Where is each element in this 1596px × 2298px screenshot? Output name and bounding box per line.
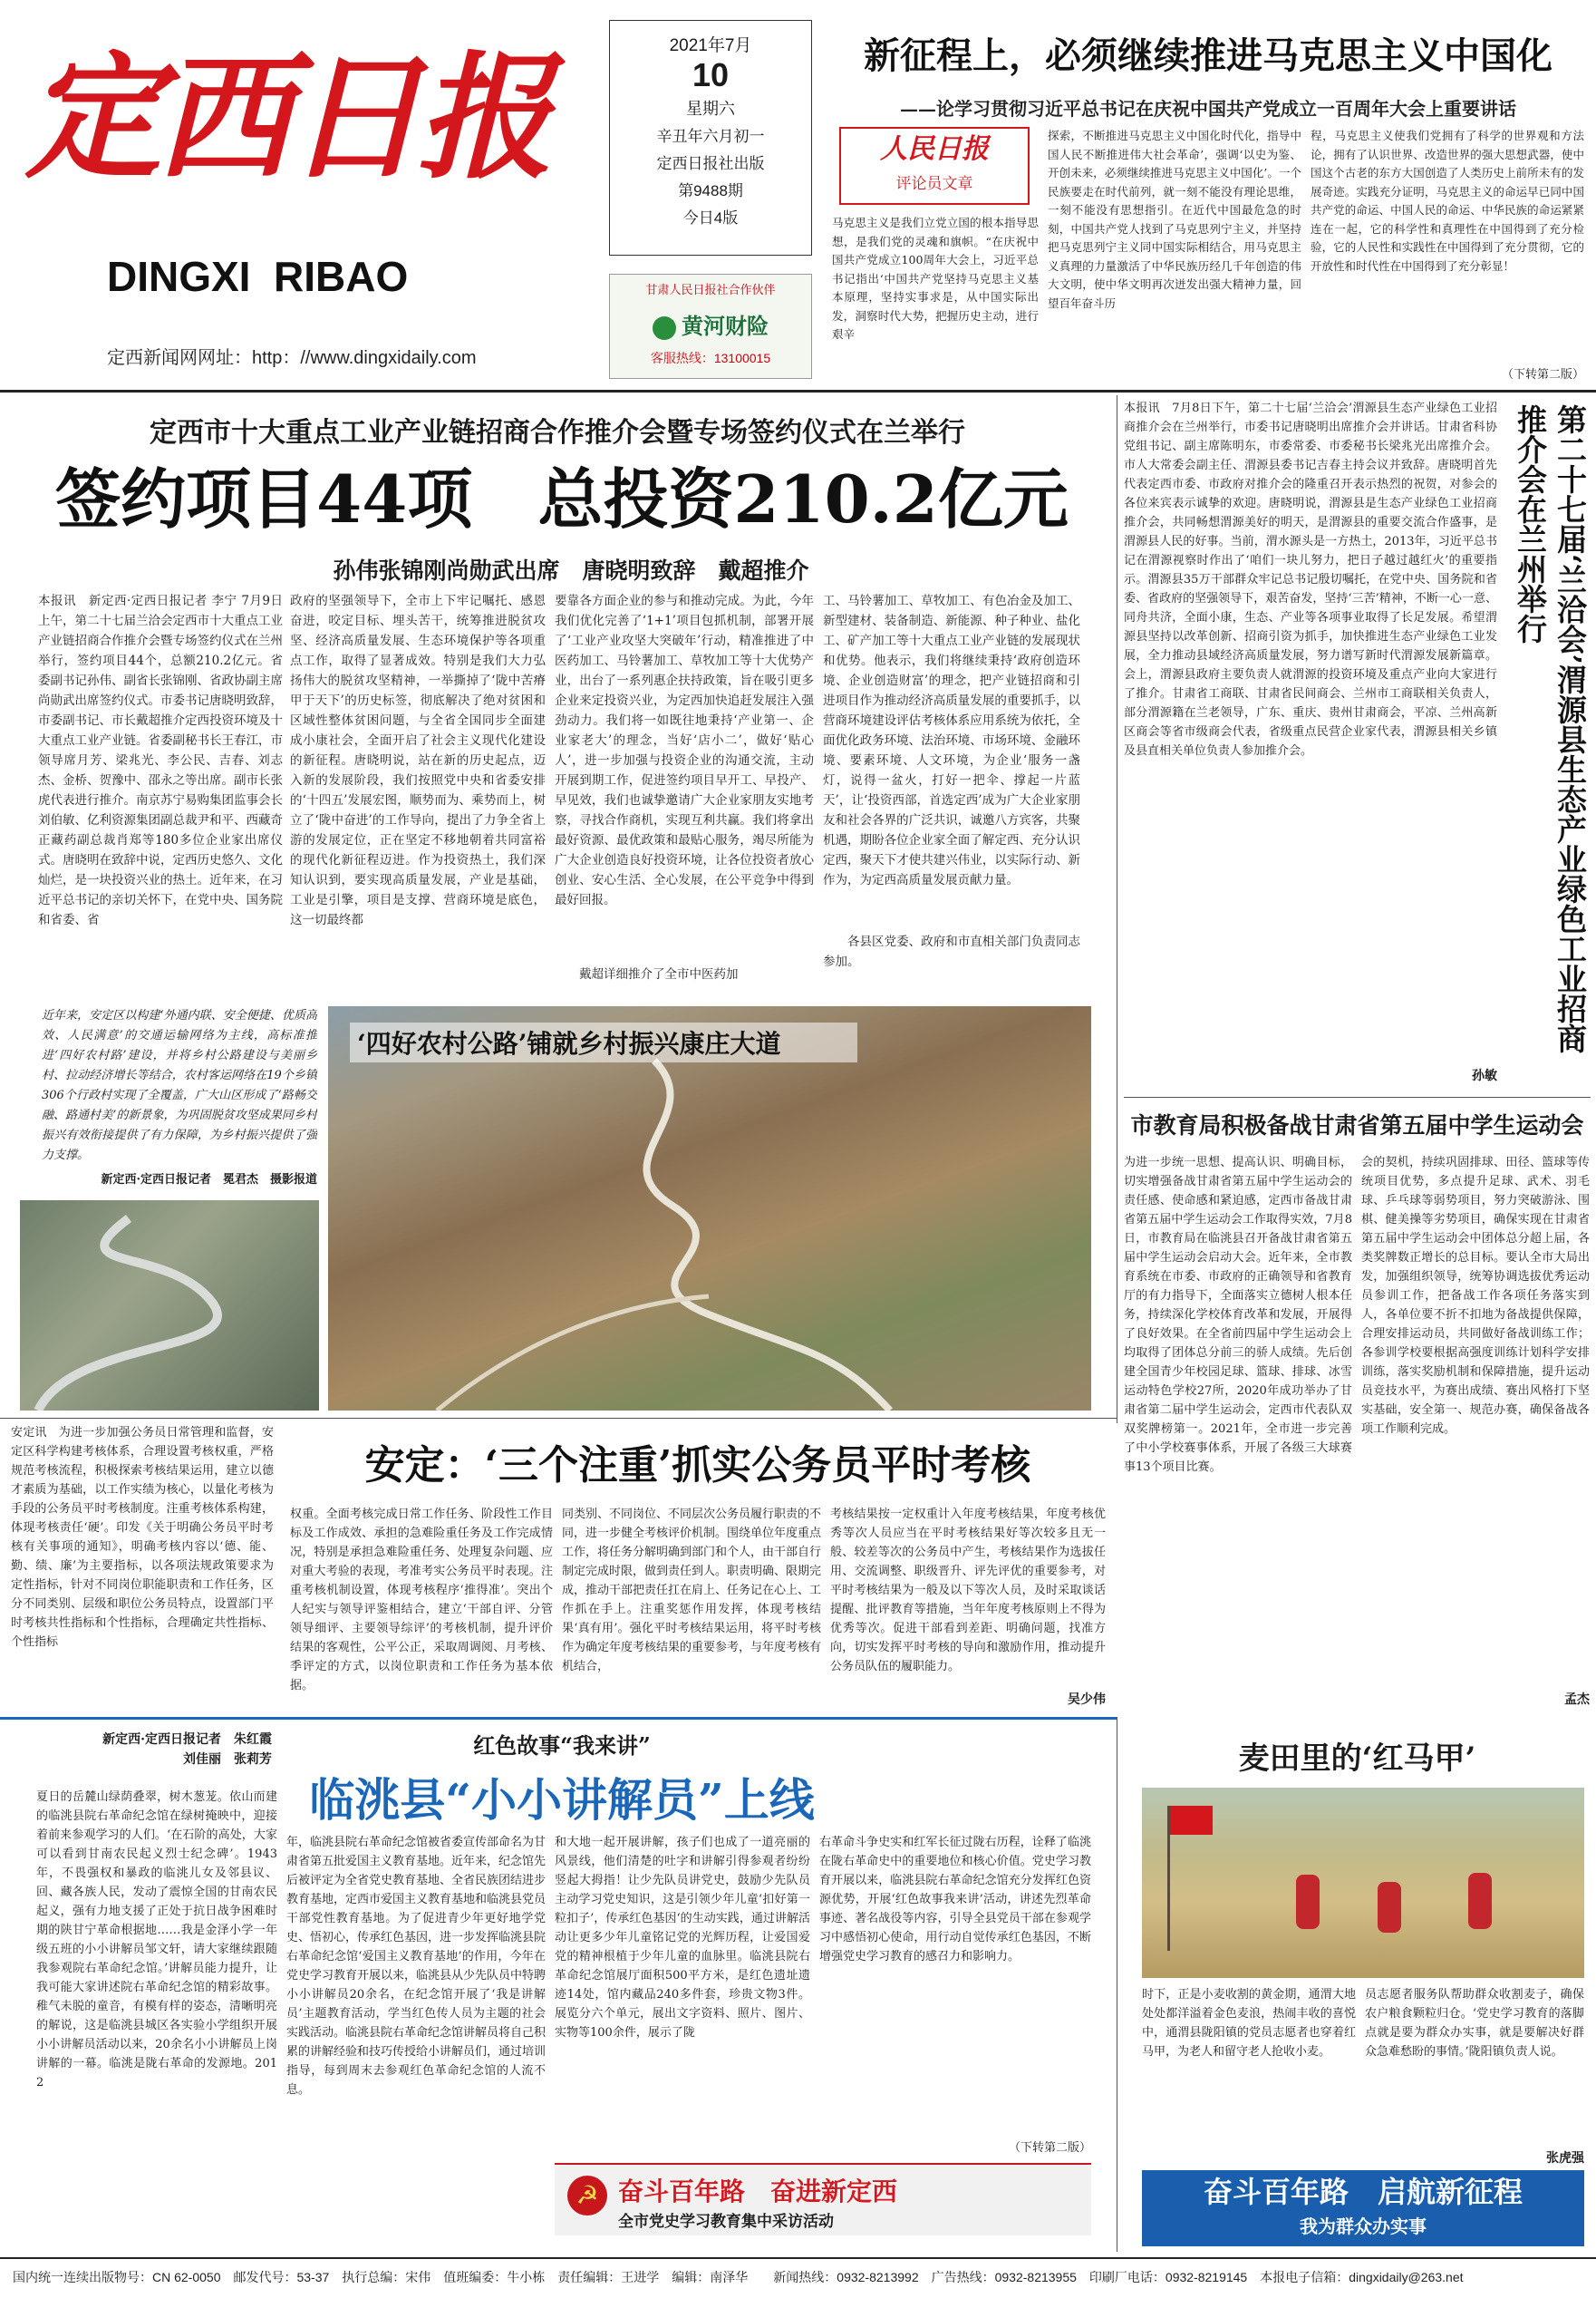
lintao-credit-1: 新定西·定西日报记者 朱红霞 — [102, 1732, 272, 1747]
lintao-banner-main: 奋斗百年路 奋进新定西 — [618, 2177, 898, 2206]
masthead-website[interactable]: 定西新闻网网址：http：//www.dingxidaily.com — [107, 348, 477, 368]
dateline-box — [609, 20, 812, 256]
sports-col-2: 会的契机，持续巩固排球、田径、篮球等传统项目优势，多点提升足球、武术、羽毛球、乒乓球等弱势项目，努力突破游泳、围棋、健美操等劣势项目，确保实现在甘肃省第五届中学生运动会中团体总分超上届，各类奖牌数正增长的总目标。要认全市大局出发，加强组织领导，统筹协调选拔优秀运动员参训工作，把备战工作各项任务落实到人，各单位要不折不扣地为备战提供保障，合理安排运动员，共同做好备战训练工作；各参训学校要根据高强度训练计划科学安排训练，落实奖励机制和保障措施，提升运动员竞技水平，为赛出成绩、赛出风格打下坚实基础，安全第一、规范办赛，确保备战各项工作顺利完成。 — [1361, 1156, 1590, 1436]
lintao-jump: （下转第二版） — [1008, 2141, 1091, 2155]
anding-author: 吴少伟 — [1068, 1692, 1106, 1707]
lintao-col-1: 夏日的岳麓山绿荫叠翠，树木葱茏。依山而建的临洮县院右革命纪念馆在绿树掩映中，迎接着前来参观学习的人们。‘在石阶的高处，大家可以看到甘南农民起义烈士纪念碑’。1943年，不畏强权和暴政的临洮儿女及邻县议、回、藏各族人民，发动了震惊全国的甘南农民起义，强有力地支援了正处于抗日战争困难时期的陕甘宁革命根据地……我是金泽小学一年级五班的小小讲解员邹文轩，请大家继续跟随我参观院右革命纪念馆。’讲解员能力提升，让我可能大家讲述院右革命纪念馆的精彩故事。稚气未脱的童音，有模有样的姿态，清晰明亮的解说，这是临洮县城区各实验小学组织开展小小讲解员活动以来，20余名小小讲解员上岗讲解的一幕。临洮是陇右革命的发源地。2012 — [36, 1790, 277, 2090]
anding-headline: 安定：‘三个注重’抓实公务员平时考核 — [364, 1442, 1031, 1488]
worker-figure — [1378, 1882, 1401, 1933]
lintao-kicker: 红色故事“我来讲” — [473, 1732, 651, 1759]
ad-top-text: 甘肃人民日报社合作伙伴 — [645, 283, 776, 296]
wheat-banner — [1142, 2170, 1584, 2246]
lead-col-1: 本报讯 新定西·定西日报记者 李宁 7月9日上午，第二十七届兰洽会定西市十大重点工业产业链招商合作推介会暨专场签约仪式在兰州举行，签约项目44个，总额210.2亿元。省委副书记孙伟、副省长张锦刚、省政协副主席尚勋武出席签约仪式。市委书记唐晓明致辞，市委副书记、市长戴超推介定西投资环境及十大重点工业产业链。省委副秘书长王春江，市领导席月芳、梁兆光、李公民、吉春、刘志杰、金桥、贺豫中、邵永之等出席。副市长张虎代表进行推介。南京苏宁易购集团监事会长刘伯敏、亿利资源集团副总裁尹和平、西藏奇正藏药副总裁肖郑等180多位企业家出席仪式。唐晓明在致辞中说，定西历史悠久、文化灿烂，是一块投资兴业的热土。近年来，在习近平总书记的亲切关怀下，在党中央、国务院和省委、省 — [38, 594, 283, 927]
masthead-pinyin: DINGXI RIBAO — [107, 253, 409, 300]
anding-col-2: 权重。全面考核完成日常工作任务、阶段性工作目标及工作成效、承担的急难险重任务及工作完成情况，特别是承担急难险重任务、处理复杂问题、应对重大考验的表现，考准考实公务员平时表现。注重考核机制设置，体现考核程序‘推得准’。突出个人纪实与领导评鉴相结合，建立‘干部自评、分管领导细评、主要领导综评’的考核机制，提升评价结果的客观性，公平公正，采取周调阅、月考核、季评定的方式，以岗位职责和工作任务为基本依据。 — [290, 1508, 553, 1692]
date-publisher: 定西日报社出版 — [656, 155, 765, 172]
sports-col-1: 为进一步统一思想、提高认识、明确目标，切实增强备战甘肃省第五届中学生运动会的责任感、使命感和紧迫感，定西市备战甘肃省第五届中学生运动会工作取得实效，7月8日，市教育局在临洮县召开备战甘肃省第五届中学生运动会启动大会。近年来，全市教育系统在市委、市政府的正确领导和省教育厅的有力指导下，全面落实立德树人根本任务，持续深化学校体育改革和发展，开展得了良好效果。在全省前四届中学生运动会上均取得了团体总分前三的骄人成绩。先后创建全国青少年校园足球、篮球、排球、冰雪运动特色学校27所，2020年成功举办了甘肃省第二届中学生运动会，定西市代表队双双奖牌榜第一。2021年，全市进一步完善了中小学校赛事体系，开展了各级三大球赛事13个项目比赛。 — [1124, 1156, 1352, 1474]
aerial-road-photo — [328, 1006, 1091, 1411]
anding-rule — [0, 1418, 1117, 1419]
lintao-credit-2: 刘佳丽 张莉芳 — [183, 1752, 272, 1767]
sports-author: 孟杰 — [1564, 1692, 1590, 1707]
anding-story — [0, 1423, 1115, 1713]
commentary-col-b: 探索，不断推进马克思主义中国化时代化，指导中国人民不断推进伟大社会革命’，强调‘以史为鉴、开创未来，必须继续推进马克思主义中国化’。一个民族要走在时代前列，就一刻不能没有理论思维，一刻不能没有思想指引。在近代中国最危急的时刻，中国共产党人找到了马克思列宁主义，并坚持把马克思列宁主义同中国实际相结合，用马克思主义真理的力量激活了中华民族历经几千年创造的伟大文明，使中华文明再次迸发出强大精神力量，回望百年奋斗历 — [1048, 129, 1301, 310]
commentary-badge-name: 人民日报 — [880, 133, 989, 165]
lead-col-4-text: 工、马铃薯加工、草牧加工、有色冶金及加工、新型建材、装备制造、新能源、种子种业、盐化工、矿产加工等十大重点工业产业链的发展现状和优势。他表示，我们将继续秉持‘政府创造环境、企业创造财富’的理念，把产业链招商和引进项目作为推动经济高质量发展的重要抓手，以营商环境建设评估考核体系应用系统为依托，全面优化政务环境、法治环境、市场环境、金融环境、要素环境、人文环境，为企业‘服务一盏灯，说得一盆火，打好一把伞、撑起一片蓝天’，让‘投资西部，首选定西’成为广大企业家朋友和社会各界的广泛共识，诚邀八方宾客，共聚机遇，期盼各位企业家全面了解定西、充分认识定西，聚天下才使共建兴伟业，以实际行动、新作为，为定西高质量发展贡献力量。 — [823, 594, 1080, 887]
lead-col-3-text: 要靠各方面企业的参与和推动完成。为此，今年我们优化完善了‘1+1’项目包抓机制，部署开展了‘工业产业攻坚大突破年’行动，精准推进了中医药加工、马铃薯加工、草牧加工等十大优势产业，出台了一系列惠企扶持政策，旨在吸引更多企业来定投资兴业，为定西加快追赶发展注入强劲动力。我们将一如既往地秉持‘产业第一、企业家老大’的理念，当好‘店小二’，做好‘贴心人’，进一步加强与投资企业的沟通交流，主动开展到期工作，促进签约项目早开工、早投产、早见效，我们也诚挚邀请广大企业家朋友实地考察，寻找合作商机，实现互利共赢。我们将拿出最好资源、最优政策和最贴心服务，竭尽所能为广大企业创造良好投资环境，让各位投资者放心创业、安心生活、全心发展，在公平竞争中得到最好回报。 — [555, 594, 814, 907]
ad-brand-name: 黄河财险 — [682, 315, 769, 339]
worker-figure — [1296, 1875, 1320, 1929]
lanzhou-vertical-title: 第二十七届‘兰洽会’渭源县生态产业绿色工业招商推介会在兰州举行 — [1513, 404, 1588, 1053]
lead-col-4-tail: 各县区党委、政府和市直相关部门负责同志参加。 — [823, 935, 1080, 969]
wheat-col-2: 员志愿者服务队帮助群众收割麦子，确保农户粮食颗粒归仓。‘党史学习教育的落脚点就是要为群众办实事，就是要解决好群众急难愁盼的事情。’陇阳镇负责人说。 — [1365, 1988, 1584, 2059]
sports-rule — [1124, 1097, 1591, 1098]
lintao-col-4: 右革命斗争史实和红军长征过陇右历程，诠释了临洮在陇右革命史中的重要地位和核心价值。党史学习教育开展以来，临洮县院右革命纪念馆充分发挥红色资源优势，开展‘红色故事我来讲’活动，讲述先烈革命事迹、著名战役等内容，引导全县党员干部在参观学习中感悟初心使命，用行动自觉传承红色基因，不断增强党史学习教育的感召力和影响力。 — [819, 1836, 1091, 1963]
wheat-banner-sub: 我为群众办实事 — [1300, 2216, 1427, 2237]
lintao-banner-sub: 全市党史学习教育集中采访活动 — [618, 2213, 834, 2231]
flag-pole — [1167, 1806, 1170, 1951]
anding-col-3: 同类别、不同岗位、不同层次公务员履行职责的不同，进一步健全考核评价机制。围绕单位年度重点工作，将任务分解明确到部门和个人，由干部自行制定完成时限，做到责任到人。职责明确、限期完成，推动干部把责任扛在肩上、任务记在心上、工作抓在手上。注重奖惩作用发挥，体现考核结果‘真有用’。强化平时考核结果运用，将平时考核作为确定年度考核结果的重要参考，与年度考核有机结合， — [562, 1508, 821, 1673]
wheat-story — [1124, 1722, 1591, 2250]
lead-col-3 — [555, 591, 814, 990]
lintao-col-2: 年，临洮县院右革命纪念馆被省委宣传部命名为甘肃省第五批爱国主义教育基地。近年来，纪念馆先后被评定为全省党史教育基地、全省民族团结进步教育基地，定西市爱国主义教育基地和临洮县党员干部党性教育基地。为了促进青少年更好地学党史、悟初心，传承红色基因，进一步发挥临洮县院右革命纪念馆‘爱国主义教育基地’的作用，今年在党史学习教育开展以来，临洮县从少先队员中特聘小小讲解员20余名，在纪念馆开展了‘我是讲解员’主题教育活动，学当红色传人员为主题的社会实践活动。临洮县院右革命纪念馆讲解员将自己积累的讲解经验和技巧传授给小讲解员们，通过培训指导，每到周末去参观红色革命纪念馆的人流不息。 — [286, 1836, 546, 2097]
photo-story — [20, 1006, 1091, 1411]
wheat-headline: 麦田里的‘红马甲’ — [1238, 1740, 1476, 1777]
lead-col-3-tail: 戴超详细推介了全市中医药加 — [579, 967, 739, 982]
commentary-col-a: 马克思主义是我们立党立国的根本指导思想，是我们党的灵魂和旗帜。“在庆祝中国共产党成立100周年大会上，习近平总书记指出‘中国共产党坚持马克思主义基本原理，坚持实事求是，从中国实际出发，洞察时代大势，把握历史主动，进行艰辛 — [832, 216, 1039, 341]
anding-col-1: 安定讯 为进一步加强公务员日常管理和监督，安定区科学构建考核体系，合理设置考核权重，严格规范考核流程，积极探索考核结果运用，建立以德才素质为基础，以工作实绩为核心，以量化考核为手段的公务员平时考核制度。注重考核体系构建，体现考核责任‘硬’。印发《关于明确公务员平时考核有关事项的通知》，明确考核内容以‘德、能、勤、绩、廉’为主要指标，以各项法规政策要求为定性指标，针对不同岗位职能职责和工作任务，区分不同类别、层级和职位公务员特点，设置部门平时考核共性指标和个性指标，合理确定共性指标、个性指标 — [11, 1426, 274, 1649]
sports-story — [1124, 1108, 1591, 1711]
lead-subhead: 孙伟张锦刚尚勋武出席 唐晓明致辞 戴超推介 — [333, 558, 809, 584]
lanzhou-sidebar — [1124, 399, 1591, 1088]
insurance-logo-icon — [653, 316, 676, 340]
date-day: 10 — [692, 56, 730, 93]
wheat-banner-main: 奋斗百年路 启航新征程 — [1203, 2175, 1523, 2209]
lead-col-4 — [823, 591, 1080, 990]
lintao-headline: 临洮县“小小讲解员”上线 — [309, 1773, 815, 1827]
commentary-jump: （下转第二版） — [1501, 368, 1584, 382]
commentary-col-c: 程，马克思主义使我们党拥有了科学的世界观和方法论，拥有了认识世界、改造世界的强大思想武器，使中国这个古老的东方大国创造了人类历史上前所未有的发展奇迹。实践充分证明，马克思主义的命运早已同中国共产党的命运、中国人民的命运、中华民族的命运紧紧连在一起，它的科学性和真理性在中国得到了充分检验，它的人民性和实践性在中国得到了充分贯彻，它的开放性和时代性在中国得到了充分彰显！ — [1311, 129, 1584, 273]
road-drawing — [328, 1006, 1091, 1411]
photo-headline: ‘四好农村公路’铺就乡村振兴康庄大道 — [350, 1023, 857, 1062]
masthead — [0, 0, 1596, 388]
lintao-col-3: 和大地一起开展讲解，孩子们也成了一道亮丽的风景线，他们清楚的吐字和讲解引得参观者纷纷竖起大拇指！让少先队员讲党史，鼓励少先队员主动学习党史知识，这是引领少年儿童‘扣好第一粒扣子’，传承红色基因‘的生动实践，通过讲解活动让更多少年儿童铭记党的光辉历程，让爱国爱党的精神根植于少年儿童的血脉里。临洮县院右革命纪念馆展厅面积500平方米，是红色遗址遗迹14处，馆内藏品240多件套，珍贵文物3件。展览分六个单元，展出文字资料、照片、图片、实物等100余件，展示了陇 — [555, 1836, 810, 2040]
lead-story — [0, 397, 1115, 995]
photo-credit: 新定西·定西日报记者 冕君杰 摄影报道 — [101, 1173, 317, 1187]
lintao-banner — [555, 2163, 1091, 2235]
lead-headline: 签约项目44项 总投资210.2亿元 — [55, 461, 1069, 538]
date-year-month: 2021年7月 — [669, 36, 752, 55]
lead-kicker: 定西市十大重点工业产业链招商合作推介会暨专场签约仪式在兰举行 — [150, 417, 965, 449]
commentary-title: 新征程上，必须继续推进马克思主义中国化 — [864, 34, 1552, 77]
date-issue: 第9488期 — [678, 182, 743, 199]
wheat-author: 张虎强 — [1546, 2151, 1584, 2166]
masthead-logo: 定西日报 — [25, 38, 548, 198]
winding-road-drawing — [20, 1200, 319, 1411]
anding-col-4: 考核结果按一定权重计入年度考核结果，年度考核优秀等次人员应当在平时考核结果好等次较多且无一般、较差等次的公务员中产生，考核结果作为选拔任用、交流调整、职级晋升、评先评优的重要参考，对平时考核结果为一般及以下等次人员，及时采取谈话提醒、批评教育等措施，当年年度考核原则上不得为优秀等次。促进干部看到差距、明确问题，找准方向，切实发挥平时考核的导向和激励作用，推动提升公务员队伍的履职能力。 — [830, 1508, 1106, 1673]
red-flag-icon — [1169, 1806, 1213, 1835]
sports-headline: 市教育局积极备战甘肃省第五届中学生运动会 — [1130, 1112, 1584, 1139]
date-pages: 今日4版 — [682, 209, 739, 227]
commentary-badge-sub: 评论员文章 — [895, 175, 973, 193]
wheat-photo — [1142, 1788, 1584, 1978]
wheat-col-1: 时下，正是小麦收割的黄金期，通渭大地处处都洋溢着金色麦浪，热闹丰收的喜悦中，通渭县陇阳镇的党员志愿者也穿着红马甲，为老人和留守老人抢收小麦。 — [1142, 1988, 1356, 2059]
lintao-story — [0, 1724, 1115, 2250]
lanzhou-body: 本报讯 7月8日下午，第二十七届‘兰洽会’渭源县生态产业绿色工业招商推介会在兰州举行，市委书记唐晓明出席推介会并讲话。甘肃省科协党组书记、副主席陈明东，市委常委、市委秘书长梁兆光出席推介会。市人大常委会副主任、渭源县委书记吉春主持会议并致辞。唐晓明首先代表定西市委、市政府对推介会的隆重召开表示热烈的祝贺，对参会的各位来宾表示诚挚的欢迎。唐晓明说，渭源县是生态产业绿色工业招商推介会，共同畅想渭源美好的明天，是渭源县的重要交流合作盛事，是渭源县人民的好事。当前，渭水源头是一方热土，2013年，习近平总书记在渭源视察时作出了‘咱们一块儿努力，把日子越过越红火’的重要指示。渭源县35万干部群众牢记总书记殷切嘱托，在党中央、国务院和省委、省政府的坚强领导下，艰苦奋发，坚持‘三苦’精神，不断一心一意、同舟共济，全面小康，生态、产业等各项事业取得了长足发展。希望渭源县坚持以改革创新、招商引资为抓手，加快推进生态产业绿色工业发展，全力推动县域经济高质量发展，努力谱写新时代渭源发展新篇章。会上，渭源县政府主要负责人就渭源的投资环境及重点产业向大家进行了推介。甘肃省工商联、甘肃省民间商会、兰州市工商联相关负责人，部分渭源籍在兰老领导，广东、重庆、贵州甘肃商会，平凉、兰州高新区商会等省市级商会代表，省级重点民营企业家代表，渭源县相关乡镇及县直相关单位负责人参加推介会。 — [1124, 402, 1497, 758]
photo-caption: 近年来，安定区以构建‘外通内联、安全便捷、优质高效、人民满意’的交通运输网络为主线，高标准推进‘四好农村路’建设，并将乡村公路建设与美丽乡村、拉动经济增长等结合，农村客运网络在19个乡镇306个行政村实现了全覆盖，广大山区形成了‘路畅交融、路通村美’的新景象，为巩固脱贫攻坚成果同乡村振兴有效衔接提供了有力保障，为乡村振兴提供了强力支撑。 — [42, 1009, 317, 1162]
masthead-rule — [0, 390, 1596, 393]
commentary-subtitle: ——论学习贯彻习近平总书记在庆祝中国共产党成立一百周年大会上重要讲话 — [900, 98, 1516, 120]
date-weekday: 星期六 — [686, 100, 735, 118]
footer-rule — [0, 2257, 1596, 2259]
ad-brand — [610, 308, 811, 340]
ad-box[interactable] — [609, 274, 812, 379]
worker-figure — [1468, 1873, 1492, 1929]
lanzhou-author: 孙敏 — [1472, 1069, 1497, 1083]
commentary-badge — [839, 127, 1030, 205]
lead-col-2: 政府的坚强领导下，全市上下牢记嘱托、感恩奋进，咬定目标、埋头苦干，统筹推进脱贫攻坚、经济高质量发展、生态环境保护等各项重点工作，取得了显著成效。特别是我们大力弘扬伟大的脱贫攻坚精神，一举撕掉了‘陇中苦瘠甲于天下’的历史标签，彻底解决了绝对贫困和区域性整体贫困问题，与全省全国同步全面建成小康社会，全面开启了社会主义现代化建设的新征程。唐晓明说，站在新的历史起点，迈入新的发展阶段，我们按照党中央和省委安排的‘十四五’发展宏图，顺势而为、乘势而上，树立了‘陇中奋进’的工作导向，提出了力争全省上游的发展定位，正在坚定不移地朝着共同富裕的现代化新征程迈进。作为投资热土，我们深知认识到，要实现高质量发展，产业是基础，工业是引擎，项目是支撑、营商环境是底色，这一切最终都 — [290, 594, 546, 927]
party-emblem-icon: ☭ — [567, 2176, 607, 2216]
date-lunar: 辛丑年六月初一 — [656, 128, 765, 145]
ad-hotline: 客服热线：13100015 — [650, 351, 771, 365]
footer-info: 国内统一连续出版物号：CN 62-0050 邮发代号：53-37 执行总编：宋伟 值班编委：牛小栋 责任编辑：王进学 编辑：南泽华 新闻热线：0932-8213992 广告热线：0932-8213955 印刷厂电话：0932-8219145 本报电子信箱：dingxidaily@263.net — [13, 2270, 1464, 2284]
lintao-rule — [0, 1717, 1117, 1720]
winding-road-photo — [20, 1200, 319, 1411]
